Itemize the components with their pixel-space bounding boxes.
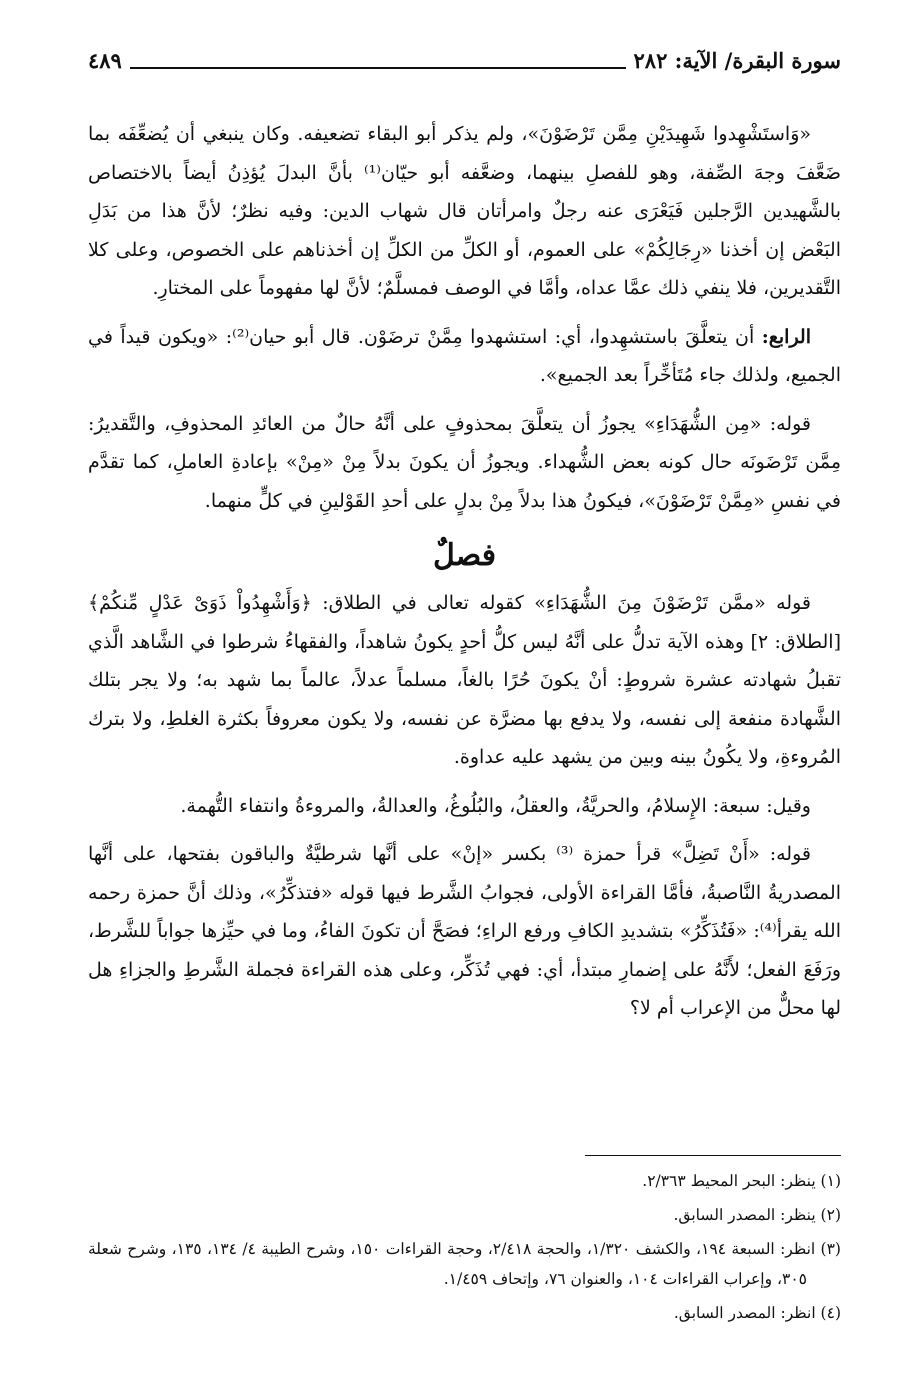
footnote-3: (٣) انظر: السبعة ١٩٤، والكشف ١/٣٢٠، والحجة ٢/٤١٨، وحجة القراءات ١٥٠، وشرح الطيبة ٤/ ١٣٤، ١٣٥، وشرح شعلة ٣٠٥، وإعراب القراءات ١٠٤، والعنوان ٧٦، وإتحاف ١/٤٥٩. — [88, 1240, 841, 1288]
footnote-1: (١) ينظر: البحر المحيط ٢/٣٦٣. — [642, 1172, 841, 1190]
surah-heading: سورة البقرة/ الآية: ٢٨٢ — [633, 47, 841, 73]
paragraph-rabi — [88, 318, 841, 395]
page-number: ٤٨٩ — [88, 47, 122, 73]
header-rule — [130, 67, 626, 69]
paragraph-min-shuhada: قوله: «مِن الشُّهَدَاءِ» يجوزُ أن يتعلَّقَ بمحذوفٍ على أنَّهُ حالٌ من العائدِ المحذوفِ، والتَّقديرُ: مِمَّن تَرْضَونَه حال كونه بعض الشُّهداء. ويجوزُ أن يكونَ بدلاً مِنْ «مِنْ» بإعادةِ العاملِ، كما تقدَّم في نفسِ «مِمَّنْ تَرْضَوْنَ»، فيكونُ هذا بدلاً مِنْ بدلٍ على أحدِ القَوْلينِ في كلٍّ منهما. — [88, 412, 841, 512]
paragraph-qil: وقيل: سبعة: الإِسلامُ، والحريَّةُ، والعقلُ، والبُلُوغُ، والعدالةُ، والمروءةُ وانتفاء التُّهمة. — [180, 794, 811, 817]
footnote-2: (٢) ينظر: المصدر السابق. — [673, 1206, 841, 1224]
rabi-label: الرابع: — [761, 325, 811, 348]
running-header — [88, 40, 841, 80]
main-text — [88, 115, 841, 1038]
paragraph-fasl: قوله «ممَّن تَرْضَوْنَ مِنَ الشُّهَدَاءِ» كقوله تعالى في الطلاق: ﴿وَأَشْهِدُواْ ذَوَىْ عَدْلٍ مِّنكُمْ﴾ [الطلاق: ٢] وهذه الآية تدلُّ على أنَّهُ ليس كلُّ أحدٍ يكونُ شاهداً، والفقهاءُ شرطوا في الشَّاهد الَّذي تقبلُ شهادته عشرة شروطٍ: أنْ يكونَ حُرًا بالغاً، مسلماً عدلاً، عالماً بما شهد به؛ ولا يجر بتلك الشَّهادة منفعة إلى نفسه، ولا يدفع بها مضرَّة عن نفسه، ولا يكون معروفاً بكثرة الغلطِ، ولا بترك المُروءةِ، ولا يكُونُ بينه وبين من يشهد عليه عداوة. — [88, 592, 841, 768]
rabi-text: أن يتعلَّقَ باستشهِدوا، أي: استشهدوا مِمَّنْ ترضَوْن. قال أبو حيان⁽²⁾: «ويكون قيداً في الجميع، ولذلك جاء مُتَأخِّراً بعد الجميع». — [88, 325, 841, 386]
footnote-4: (٤) انظر: المصدر السابق. — [673, 1304, 841, 1322]
section-title: فصلٌ — [432, 538, 497, 573]
paragraph-istishhad: «وَاستَشْهِدوا شَهِيدَيْنِ مِمَّن تَرْضَوْنَ»، ولم يذكر أبو البقاء تضعيفه. وكان ينبغي أن يُضعِّفَه بما ضَعَّفَ وجهَ الصِّفة، وهو للفصلِ بينهما، وضعَّفه أبو حيّان⁽¹⁾ بأنَّ البدلَ يُؤذِنُ أيضاً بالاختصاص بالشَّهيدين الرَّجلين فَيَعْرَى عنه رجلٌ وامرأتان قال شهاب الدين: وفيه نظرٌ؛ لأنَّ هذا من بَدَلِ البَعْض إن أخذنا «رِجَالِكُمْ» على العموم، أو الكلِّ من الكلِّ إن أخذناهم على الخصوص، وعلى كلا التَّقديرين، فلا ينفي ذلك عمَّا عداه، وأمَّا في الوصف فمسلَّمٌ؛ لأنَّ لها مفهوماً على المختارِ. — [88, 123, 841, 299]
footnote-separator — [585, 1155, 841, 1156]
footnotes — [88, 1166, 841, 1332]
paragraph-an-tadil: قوله: «أَنْ تَضِلَّ» قرأ حمزة ⁽³⁾ بكسر «إنْ» على أنَّها شرطيَّةٌ والباقون بفتحها، على أنَّها المصدريةُ النَّاصبةُ، فأمَّا القراءة الأولى، فجوابُ الشَّرط فيها قوله «فتذكِّرُ»، وذلك أنَّ حمزة رحمه الله يقرأ⁽⁴⁾: «فَتُذَكِّرُ» بتشديدِ الكافِ ورفع الراءِ؛ فصَحَّ أن تكونَ الفاءُ، وما في حيِّزها جواباً للشَّرط، ورَفَعَ الفعل؛ لأَنَّهُ على إضمارِ مبتدأ، أي: فهي تُذَكِّر، وعلى هذه القراءة فجملة الشَّرطِ والجزاءِ هل لها محلٌّ من الإعراب أم لا؟ — [88, 843, 841, 1019]
